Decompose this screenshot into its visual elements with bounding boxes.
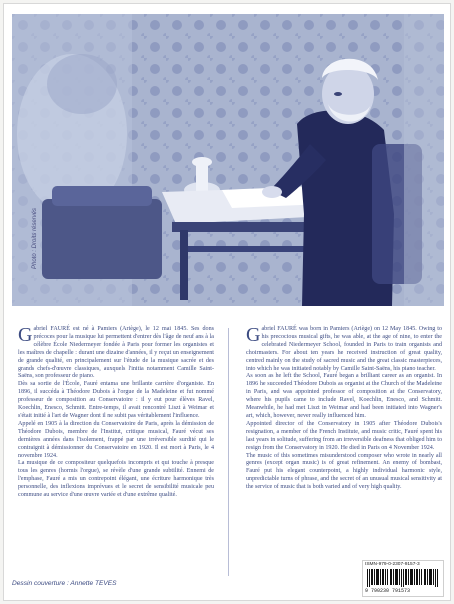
back-cover [3, 3, 451, 601]
english-dropcap: G [246, 324, 261, 346]
barcode-number: 9 790230 791573 [365, 588, 411, 594]
ismn-text: ISMN-979-0-2307-9157-3 [365, 562, 420, 567]
biography-french [18, 326, 214, 500]
cover-credit: Dessin couverture : Annette TEVES [12, 580, 117, 587]
barcode-label [362, 560, 444, 597]
biography-columns [18, 326, 442, 500]
english-paragraph: Gabriel FAURÉ was born in Pamiers (Ariège) on 12 May 1845. Owing to his precocious musical gifts, he was able, at the age of nine, to enter the celebrated Niedermeyer School, founded in Paris to train organists and choirmasters. For about ten years he received instruction of great quality, centred mainly on the study of sacred music and the great classic masterpieces, into which he was initiated notably by Camille Saint-Saëns, his piano teacher. [246, 324, 442, 372]
photo-credit: Photo : Droits réservés [32, 207, 38, 269]
english-paragraph: Appointed director of the Conservatory in 1905 after Théodore Dubois's resignation, a member of the French Institute, and music critic, Fauré spent his last years in solitude, suffering from an irreversible deafness that obliged him to resign from the Conservatory in 1920. He died in Paris on 4 November 1924. [246, 420, 442, 451]
french-dropcap: G [18, 324, 33, 346]
french-paragraph: Dès sa sortie de l'École, Fauré entama une brillante carrière d'organiste. En 1896, il succéda à Théodore Dubois à l'orgue de la Madeleine et fut nommé professeur de composition au Conservatoire : il y eut pour élèves Ravel, Koechlin, Enesco, Schmitt. Entre-temps, il avait rencontré Liszt à Weimar et s'était initié à l'art de Wagner dont il ne subit pas véritablement l'influence. [18, 381, 214, 419]
french-paragraph: Appelé en 1905 à la direction du Conservatoire de Paris, après la démission de Théodore Dubois, membre de l'Institut, critique musical, Fauré vécut ses dernières années dans l'isolement, frappé par une irréversible surdité qui le contraignit à démissionner du Conservatoire en 1920. Il est mort à Paris, le 4 novembre 1924. [18, 420, 214, 459]
english-paragraph: As soon as he left the School, Fauré began a brilliant career as an organist. In 1896 he succeeded Théodore Dubois as organist at the Church of the Madeleine in Paris, and was appointed professor of composition at the Conservatory, where his pupils came to include Ravel, Koechlin, Enesco, and Schmitt. Meanwhile, he had met Liszt in Weimar and had been initiated into Wagner's art, which, however, never really influenced him. [246, 373, 442, 419]
column-divider [228, 328, 229, 576]
english-paragraph: The music of this sometimes misunderstood composer who wrote in nearly all genres (except organ music) is of great refinement. An enemy of bombast, Fauré put his elegant counterpoint, a highly individual harmonic style, unpredictable turns of phrase, and the secret of an unusual musical sensitivity at the service of music that is both varied and of very high quality. [246, 452, 442, 491]
biography-english [246, 326, 442, 500]
french-paragraph: La musique de ce compositeur quelquefois incompris et qui touche à presque tous les genres (hormis l'orgue), se révèle d'une grande subtilité. Ennemi de l'emphase, Fauré a mis un contrepoint élégant, une écriture harmonique très personnelle, des inflexions imprévues et le secret de sensibilité musicale peu commune au service d'une œuvre variée et d'une extrême qualité. [18, 460, 214, 499]
portrait-photo [12, 14, 444, 306]
portrait-illustration [12, 14, 444, 306]
barcode-icon [367, 569, 439, 587]
french-paragraph: Gabriel FAURÉ est né à Pamiers (Ariège), le 12 mai 1845. Ses dons précoces pour la musique lui permettent d'entrer dès l'âge de neuf ans à la célèbre École Niedermeyer fondée à Paris pour former les organistes et les maîtres de chapelle : durant une dizaine d'années, il y reçut un enseignement de grande qualité, en principalement sur l'étude de la musique sacrée et des grands chefs-d'œuvre classiques, auxquels l'initia notamment Camille Saint-Saëns, son professeur de piano. [18, 324, 214, 380]
